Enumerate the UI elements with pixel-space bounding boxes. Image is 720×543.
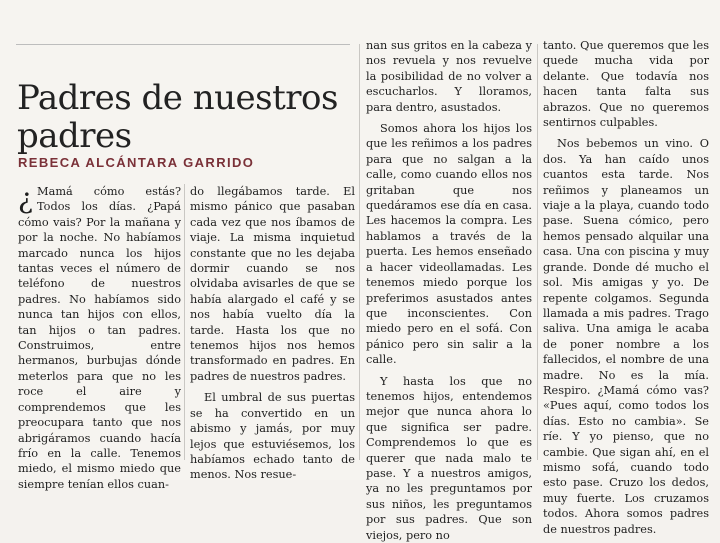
article-column-4 [543, 38, 709, 537]
article-headline: Padres de nuestros padres [17, 77, 338, 156]
article-column-2 [190, 184, 355, 483]
paragraph: Y hasta los que no tenemos hijos, entendemos mejor que nunca ahora lo que significa ser padre. Comprendemos lo que es querer que nada malo te pase. Y a nuestros amigos, ya no les preguntamos por sus niños, les preguntamos por sus padres. Que son viejos, pero no [366, 374, 532, 542]
paragraph: nan sus gritos en la cabeza y nos revuela y nos revuelve la posibilidad de no volver a escucharlos. Y lloramos, para dentro, asustados. [366, 39, 532, 114]
paragraph: do llegábamos tarde. El mismo pánico que pasaban cada vez que nos íbamos de viaje. La misma inquietud constante que no les dejaba dormir cuando se nos olvidaba avisarles de que se había alargado el café y se nos había vuelto día la tarde. Hasta los que no tenemos hijos nos hemos transformado en padres. En padres de nuestros padres. [190, 185, 355, 383]
paragraph: Somos ahora los hijos los que les reñimos a los padres para que no salgan a la calle, como cuando ellos nos gritaban que nos quedáramos ese día en casa. Les hacemos la compra. Les hablamos a través de la puerta. Les hemos enseñado a hacer videollamadas. Les tenemos miedo porque los preferimos asustados antes que inconscientes. Con miedo pero en el sofá. Con pánico pero sin salir a la calle. [366, 122, 532, 367]
paragraph: tanto. Que queremos que les quede mucha vida por delante. Que todavía nos hacen tanta falta sus abrazos. Que no queremos sentirnos culpables. [543, 39, 709, 130]
top-rule [16, 44, 350, 45]
paragraph: El umbral de sus puertas se ha convertido en un abismo y jamás, por muy lejos que estuviésemos, los habíamos echado tanto de menos. Nos resue- [190, 391, 355, 482]
column-divider [184, 184, 185, 460]
paragraph-text: Mamá cómo estás? Todos los días. ¿Papá cómo vais? Por la mañana y por la noche. No habíamos marcado nunca los hijos tantas veces el número de teléfono de nuestros padres. No habíamos sido nunca tan hijos con ellos, tan hijos o tan padres. Construimos, entre hermanos, burbujas dónde meterlos para que no les roce el aire y comprendemos que les preocupara tanto que nos abrigáramos cuando hacía frío en la calle. Tenemos miedo, el mismo miedo que siempre tenían ellos cuan- [18, 185, 181, 491]
drop-cap: ¿ [18, 182, 34, 215]
column-divider [537, 44, 538, 460]
article-column-3 [366, 38, 532, 543]
paragraph [18, 184, 181, 492]
column-divider [359, 44, 360, 460]
paragraph: Nos bebemos un vino. O dos. Ya han caído unos cuantos esta tarde. Nos reñimos y planeamos un viaje a la playa, cuando todo pase. Suena cómico, pero hemos pensado alquilar una casa. Una con piscina y muy grande. Donde dé mucho el sol. Mis amigas y yo. De repente colgamos. Segunda llamada a mis padres. Trago saliva. Una amiga le acaba de poner nombre a los fallecidos, el nombre de una madre. No es la mía. Respiro. ¿Mamá cómo vas? «Pues aquí, como todos los días. Esto no cambia». Se ríe. Y yo pienso, que no cambie. Que sigan ahí, en el mismo sofá, cuando todo esto pase. Cruzo los dedos, muy fuerte. Los cruzamos todos. Ahora somos padres de nuestros padres. [543, 137, 709, 536]
article-column-1 [18, 184, 181, 492]
article-byline: REBECA ALCÁNTARA GARRIDO [18, 155, 255, 170]
